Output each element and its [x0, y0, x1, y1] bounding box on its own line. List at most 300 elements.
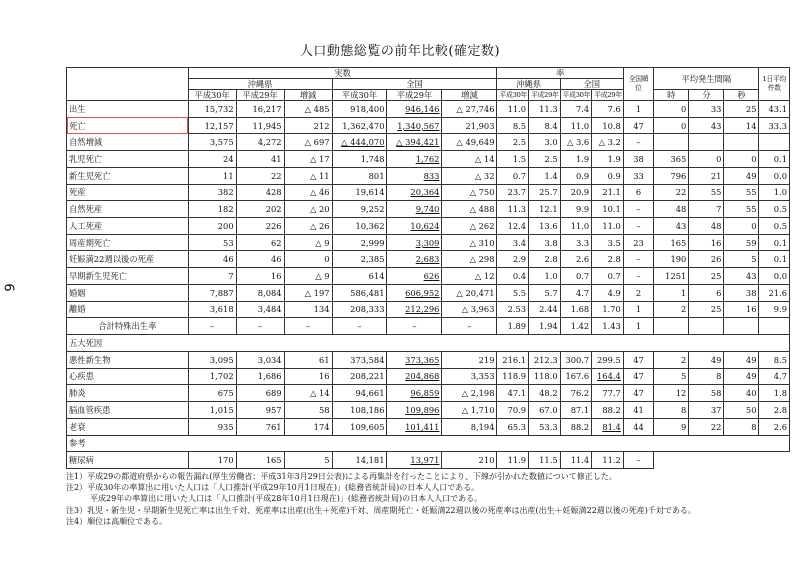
header-zogen: 増減 — [442, 90, 497, 101]
table-cell: 76.2 — [560, 385, 592, 402]
table-cell: △ 485 — [284, 101, 332, 118]
table-cell: △ 17 — [284, 151, 332, 168]
table-cell: 3,353 — [442, 368, 497, 385]
table-cell: 167.6 — [560, 368, 592, 385]
header-ichinichi: 1日平均件数 — [759, 68, 790, 101]
row-label: 脳血管疾患 — [67, 402, 189, 419]
table-cell: △ 32 — [442, 167, 497, 184]
table-cell: 23 — [623, 234, 653, 251]
table-cell: 0.7 — [560, 268, 592, 285]
table-cell: 300.7 — [560, 351, 592, 368]
table-cell: 2 — [623, 284, 653, 301]
table-cell: 134 — [284, 301, 332, 318]
table-cell: 25 — [724, 101, 759, 118]
row-label: 人工死産 — [67, 218, 189, 235]
table-cell: 5.7 — [529, 284, 561, 301]
table-cell: △ 444,070 — [332, 134, 387, 151]
table-cell: 61 — [284, 351, 332, 368]
table-cell: △ 9 — [284, 268, 332, 285]
table-cell: 3.0 — [529, 134, 561, 151]
table-cell: 1,340,567 — [387, 117, 442, 134]
table-cell: 1,762 — [387, 151, 442, 168]
table-cell: 2.9 — [497, 251, 529, 268]
table-row — [67, 351, 790, 368]
table-cell: 87.1 — [560, 402, 592, 419]
table-cell: 212 — [284, 117, 332, 134]
table-cell: 20,364 — [387, 184, 442, 201]
table-cell: 9.9 — [759, 301, 790, 318]
table-cell: 0.5 — [759, 218, 790, 235]
table-cell: 204,868 — [387, 368, 442, 385]
table-cell: 22 — [689, 418, 724, 435]
table-cell: 3,575 — [188, 134, 236, 151]
table-cell: 12,157 — [188, 117, 236, 134]
table-row — [67, 151, 790, 168]
table-cell: 219 — [442, 351, 497, 368]
table-cell: 373,584 — [332, 351, 387, 368]
table-cell: 1,686 — [236, 368, 284, 385]
table-cell: 26 — [689, 251, 724, 268]
table-cell: 10.8 — [592, 117, 624, 134]
table-cell: 88.2 — [560, 418, 592, 435]
table-cell: 170 — [188, 452, 236, 469]
table-row — [67, 234, 790, 251]
table-cell: 208,221 — [332, 368, 387, 385]
table-cell: 6 — [623, 184, 653, 201]
table-cell: 5 — [284, 452, 332, 469]
table-cell: 1,015 — [188, 402, 236, 419]
table-cell: – — [332, 318, 387, 335]
table-cell: 46 — [236, 251, 284, 268]
table-cell: 108,186 — [332, 402, 387, 419]
table-cell: △ 26 — [284, 218, 332, 235]
table-cell: 3.8 — [529, 234, 561, 251]
table-cell: 12 — [654, 385, 689, 402]
table-cell: 202 — [236, 201, 284, 218]
table-cell: 11.3 — [497, 201, 529, 218]
main-rows — [67, 101, 790, 335]
table-cell: 212,296 — [387, 301, 442, 318]
table-cell: 46 — [188, 251, 236, 268]
table-cell: 11.0 — [560, 117, 592, 134]
table-cell: 8 — [654, 402, 689, 419]
table-cell: △ 750 — [442, 184, 497, 201]
table-cell: 9.9 — [560, 201, 592, 218]
table-cell: △ 12 — [442, 268, 497, 285]
table-row — [67, 101, 790, 118]
row-label: 新生児死亡 — [67, 167, 189, 184]
table-cell: △ 3.6 — [560, 134, 592, 151]
table-cell: 675 — [188, 385, 236, 402]
table-cell: 2 — [654, 301, 689, 318]
table-cell: 47 — [623, 117, 653, 134]
table-cell: 210 — [442, 452, 497, 469]
table-cell: 0.1 — [759, 234, 790, 251]
table-cell: 614 — [332, 268, 387, 285]
header-jissu: 実数 — [188, 68, 497, 79]
table-cell: 2.6 — [560, 251, 592, 268]
table-cell: △ 488 — [442, 201, 497, 218]
table-cell: 25 — [689, 301, 724, 318]
header-blank — [67, 68, 189, 101]
table-cell: 20.9 — [560, 184, 592, 201]
table-cell: 14 — [724, 117, 759, 134]
table-cell: △ 11 — [284, 167, 332, 184]
table-cell: 8 — [724, 418, 759, 435]
table-cell: 22 — [654, 184, 689, 201]
table-cell: 226 — [236, 218, 284, 235]
footnote-2: 注2）平成30年の率算出に用いた人口は「人口推計(平成29年10月1日現在)」(総務省統計局)の日本人人口である。 — [66, 483, 480, 493]
table-cell: 43 — [654, 218, 689, 235]
table-cell: △ 20,471 — [442, 284, 497, 301]
table-cell: 101,411 — [387, 418, 442, 435]
table-cell: 25 — [689, 268, 724, 285]
table-cell: – — [623, 218, 653, 235]
row-label: 心疾患 — [67, 368, 189, 385]
header-fun: 分 — [689, 90, 724, 101]
table-cell: △ 46 — [284, 184, 332, 201]
table-cell: △ 3.2 — [592, 134, 624, 151]
table-cell: 16 — [724, 301, 759, 318]
table-cell: 165 — [654, 234, 689, 251]
table-cell: 200 — [188, 218, 236, 235]
table-cell: 796 — [654, 167, 689, 184]
table-cell: 0 — [654, 101, 689, 118]
table-cell: 1.5 — [497, 151, 529, 168]
table-cell: 935 — [188, 418, 236, 435]
table-cell: 55 — [724, 201, 759, 218]
table-cell: 165 — [236, 452, 284, 469]
table-row — [67, 134, 790, 151]
table-cell: 25.7 — [529, 184, 561, 201]
table-cell: 3,309 — [387, 234, 442, 251]
header-ritsu-zenkoku: 全国 — [560, 79, 623, 90]
table-row — [67, 368, 790, 385]
table-cell: 4.7 — [759, 368, 790, 385]
table-cell: 2.8 — [529, 251, 561, 268]
table-cell — [654, 134, 689, 151]
table-cell: 0.5 — [759, 201, 790, 218]
table-cell: – — [623, 452, 653, 469]
table-cell: 49 — [724, 351, 759, 368]
row-label: 周産期死亡 — [67, 234, 189, 251]
table-cell: 43.1 — [759, 101, 790, 118]
header-jissu-zenkoku: 全国 — [332, 79, 497, 90]
section-title-ref: 参考 — [67, 435, 790, 452]
table-row — [67, 418, 790, 435]
table-cell: △ 298 — [442, 251, 497, 268]
table-cell: 11 — [188, 167, 236, 184]
table-cell: △ 49,649 — [442, 134, 497, 151]
table-cell: 0 — [284, 251, 332, 268]
table-cell: 118.0 — [529, 368, 561, 385]
row-label: 肺炎 — [67, 385, 189, 402]
row-label: 糖尿病 — [67, 452, 189, 469]
table-cell: 58 — [284, 402, 332, 419]
table-cell: – — [442, 318, 497, 335]
table-row — [67, 385, 790, 402]
table-cell: 0.0 — [759, 268, 790, 285]
table-cell: – — [623, 251, 653, 268]
row-label: 自然死産 — [67, 201, 189, 218]
table-cell: 9,252 — [332, 201, 387, 218]
table-cell: 11.4 — [560, 452, 592, 469]
table-cell: 2,683 — [387, 251, 442, 268]
row-label: 合計特殊出生率 — [67, 318, 189, 335]
table-cell: 7.6 — [592, 101, 624, 118]
table-cell: – — [387, 318, 442, 335]
table-cell: 4,272 — [236, 134, 284, 151]
table-cell: 7,887 — [188, 284, 236, 301]
table-row — [67, 284, 790, 301]
table-cell: 1.0 — [759, 184, 790, 201]
table-cell: 0 — [724, 151, 759, 168]
table-cell: 833 — [387, 167, 442, 184]
table-cell: △ 3,963 — [442, 301, 497, 318]
header-h30: 平成30年 — [332, 90, 387, 101]
table-row — [67, 301, 790, 318]
table-cell: 8 — [689, 368, 724, 385]
table-cell: 2.53 — [497, 301, 529, 318]
table-cell: 7 — [689, 201, 724, 218]
table-cell: 586,481 — [332, 284, 387, 301]
reference-rows — [67, 452, 790, 469]
table-cell: △ 1,710 — [442, 402, 497, 419]
table-cell: 957 — [236, 402, 284, 419]
table-cell: 33 — [689, 101, 724, 118]
table-cell: 1.89 — [497, 318, 529, 335]
header-heikin-kankaku: 平均発生間隔 — [654, 68, 759, 90]
table-cell: 11.3 — [529, 101, 561, 118]
table-cell: 0 — [689, 151, 724, 168]
table-cell: 373,365 — [387, 351, 442, 368]
table-row — [67, 167, 790, 184]
header-byo: 秒 — [724, 90, 759, 101]
table-cell: 65.3 — [497, 418, 529, 435]
table-cell: 3,034 — [236, 351, 284, 368]
table-cell: 50 — [724, 402, 759, 419]
table-cell: 1.9 — [592, 151, 624, 168]
table-row — [67, 218, 790, 235]
table-cell: 10.1 — [592, 201, 624, 218]
row-label: 自然増減 — [67, 134, 189, 151]
section-title-death: 五大死因 — [67, 335, 790, 352]
table-cell: 41 — [236, 151, 284, 168]
table-cell: 2.8 — [592, 251, 624, 268]
table-cell: 10,362 — [332, 218, 387, 235]
row-label: 死亡 — [67, 117, 189, 134]
table-cell: 8.4 — [529, 117, 561, 134]
table-cell: 43 — [689, 117, 724, 134]
table-cell: 12.4 — [497, 218, 529, 235]
table-cell: 70.9 — [497, 402, 529, 419]
table-cell: △ 394,421 — [387, 134, 442, 151]
table-cell: 7 — [188, 268, 236, 285]
table-cell: 11.0 — [592, 218, 624, 235]
table-cell: 8.5 — [497, 117, 529, 134]
header-h29: 平成29年 — [387, 90, 442, 101]
row-label: 出生 — [67, 101, 189, 118]
table-cell: 3,484 — [236, 301, 284, 318]
table-cell — [759, 318, 790, 335]
table-cell: △ 27,746 — [442, 101, 497, 118]
table-cell: 16 — [284, 368, 332, 385]
table-cell: 1,362,470 — [332, 117, 387, 134]
table-cell: 174 — [284, 418, 332, 435]
table-cell: 1.70 — [592, 301, 624, 318]
table-cell: 44 — [623, 418, 653, 435]
table-cell: 1 — [623, 318, 653, 335]
table-cell: 2.5 — [497, 134, 529, 151]
table-row — [67, 452, 790, 469]
table-cell: 4.7 — [560, 284, 592, 301]
table-cell: – — [623, 268, 653, 285]
table-cell: 689 — [236, 385, 284, 402]
table-cell: 53 — [188, 234, 236, 251]
death-cause-rows — [67, 351, 790, 435]
table-cell: △ 14 — [442, 151, 497, 168]
page-number: 6 — [0, 283, 16, 292]
table-cell: 88.2 — [592, 402, 624, 419]
table-cell: 94,661 — [332, 385, 387, 402]
table-cell: 59 — [724, 234, 759, 251]
table-cell: 1.68 — [560, 301, 592, 318]
header-jissu-okinawa: 沖縄県 — [188, 79, 332, 90]
table-cell: 3.5 — [592, 234, 624, 251]
table-cell: 1,748 — [332, 151, 387, 168]
table-cell: 5 — [654, 368, 689, 385]
table-cell: 67.0 — [529, 402, 561, 419]
table-row — [67, 201, 790, 218]
table-cell: 0.7 — [497, 167, 529, 184]
header-ritsu-okinawa: 沖縄県 — [497, 79, 560, 90]
header-ji: 時 — [654, 90, 689, 101]
table-cell: 164.4 — [592, 368, 624, 385]
table-cell: 190 — [654, 251, 689, 268]
table-cell: 9,740 — [387, 201, 442, 218]
table-cell: 212.3 — [529, 351, 561, 368]
table-cell: 40 — [724, 385, 759, 402]
table-cell: 11,945 — [236, 117, 284, 134]
table-cell: 11.0 — [560, 218, 592, 235]
table-cell: – — [623, 201, 653, 218]
table-cell: 1.42 — [560, 318, 592, 335]
population-stats-table — [66, 67, 790, 469]
table-cell: 55 — [689, 184, 724, 201]
table-cell: 428 — [236, 184, 284, 201]
table-cell: 918,400 — [332, 101, 387, 118]
table-cell — [759, 134, 790, 151]
table-cell: 13,971 — [387, 452, 442, 469]
table-cell: 0.1 — [759, 151, 790, 168]
table-cell: 21.1 — [592, 184, 624, 201]
table-cell — [724, 318, 759, 335]
header-h30: 平成30年 — [560, 90, 592, 101]
empty-cell — [654, 452, 790, 469]
table-cell: △ 2,198 — [442, 385, 497, 402]
table-cell: 12.1 — [529, 201, 561, 218]
table-cell: 1.94 — [529, 318, 561, 335]
table-cell: 6 — [689, 284, 724, 301]
table-cell: 11.9 — [497, 452, 529, 469]
table-cell: 49 — [724, 167, 759, 184]
table-cell: 33.3 — [759, 117, 790, 134]
table-cell: 118.9 — [497, 368, 529, 385]
table-cell: 208,333 — [332, 301, 387, 318]
footnote-1: 注1）平成29の都道府県からの報告漏れ(厚生労働省：平成31年3月29日公表)による再集計を行ったことにより、下線が引かれた数値について修正した。 — [66, 472, 617, 481]
table-cell: 22 — [236, 167, 284, 184]
table-cell: 24 — [188, 151, 236, 168]
table-cell: 5.5 — [497, 284, 529, 301]
table-cell: 761 — [236, 418, 284, 435]
footnote-3: 注3）乳児・新生児・早期新生児死亡率は出生千対、死産率は出産(出生＋死産)千対、周産期死亡・妊娠満22週以後の死産率は出産(出生＋妊娠満22週以後の死産)千対である。 — [66, 505, 696, 515]
table-cell: 2.8 — [759, 402, 790, 419]
table-cell: 11.2 — [592, 452, 624, 469]
table-cell: 801 — [332, 167, 387, 184]
table-cell: 0 — [654, 117, 689, 134]
table-cell: 0.9 — [560, 167, 592, 184]
table-cell: 2,385 — [332, 251, 387, 268]
table-cell: △ 262 — [442, 218, 497, 235]
table-cell: 3,095 — [188, 351, 236, 368]
table-cell: △ 697 — [284, 134, 332, 151]
header-h29: 平成29年 — [236, 90, 284, 101]
table-cell: 3.4 — [497, 234, 529, 251]
table-cell: 109,896 — [387, 402, 442, 419]
table-cell: 33 — [623, 167, 653, 184]
footnote-4: 注4）順位は高順位である。 — [66, 516, 168, 526]
table-cell: △ 310 — [442, 234, 497, 251]
table-cell: 37 — [689, 402, 724, 419]
table-cell: △ 20 — [284, 201, 332, 218]
table-cell: 2.5 — [529, 151, 561, 168]
table-cell: 14,181 — [332, 452, 387, 469]
header-h29: 平成29年 — [592, 90, 624, 101]
table-cell: 1 — [654, 284, 689, 301]
table-cell: 216.1 — [497, 351, 529, 368]
table-cell: 1.9 — [560, 151, 592, 168]
table-cell: 47 — [623, 368, 653, 385]
table-cell: 53.3 — [529, 418, 561, 435]
table-cell: 48.2 — [529, 385, 561, 402]
table-cell: 10,624 — [387, 218, 442, 235]
table-cell: 16 — [236, 268, 284, 285]
table-cell: 62 — [236, 234, 284, 251]
header-h30: 平成30年 — [497, 90, 529, 101]
table-cell: 49 — [689, 351, 724, 368]
page-title: 人口動態総覧の前年比較(確定数) — [299, 44, 501, 59]
table-cell: 11.5 — [529, 452, 561, 469]
table-cell: 55 — [724, 184, 759, 201]
row-label: 婚姻 — [67, 284, 189, 301]
table-cell: 77.7 — [592, 385, 624, 402]
table-cell — [724, 134, 759, 151]
row-label: 早期新生児死亡 — [67, 268, 189, 285]
table-cell: 49 — [724, 368, 759, 385]
table-cell: 1.0 — [529, 268, 561, 285]
header-h29: 平成29年 — [529, 90, 561, 101]
row-label: 悪性新生物 — [67, 351, 189, 368]
table-cell: 9 — [654, 418, 689, 435]
table-cell: 58 — [689, 385, 724, 402]
row-label: 離婚 — [67, 301, 189, 318]
table-cell: △ 9 — [284, 234, 332, 251]
table-cell — [654, 318, 689, 335]
table-cell — [689, 318, 724, 335]
table-cell: 1 — [623, 101, 653, 118]
table-cell: 21.6 — [759, 284, 790, 301]
table-cell: 1.43 — [592, 318, 624, 335]
